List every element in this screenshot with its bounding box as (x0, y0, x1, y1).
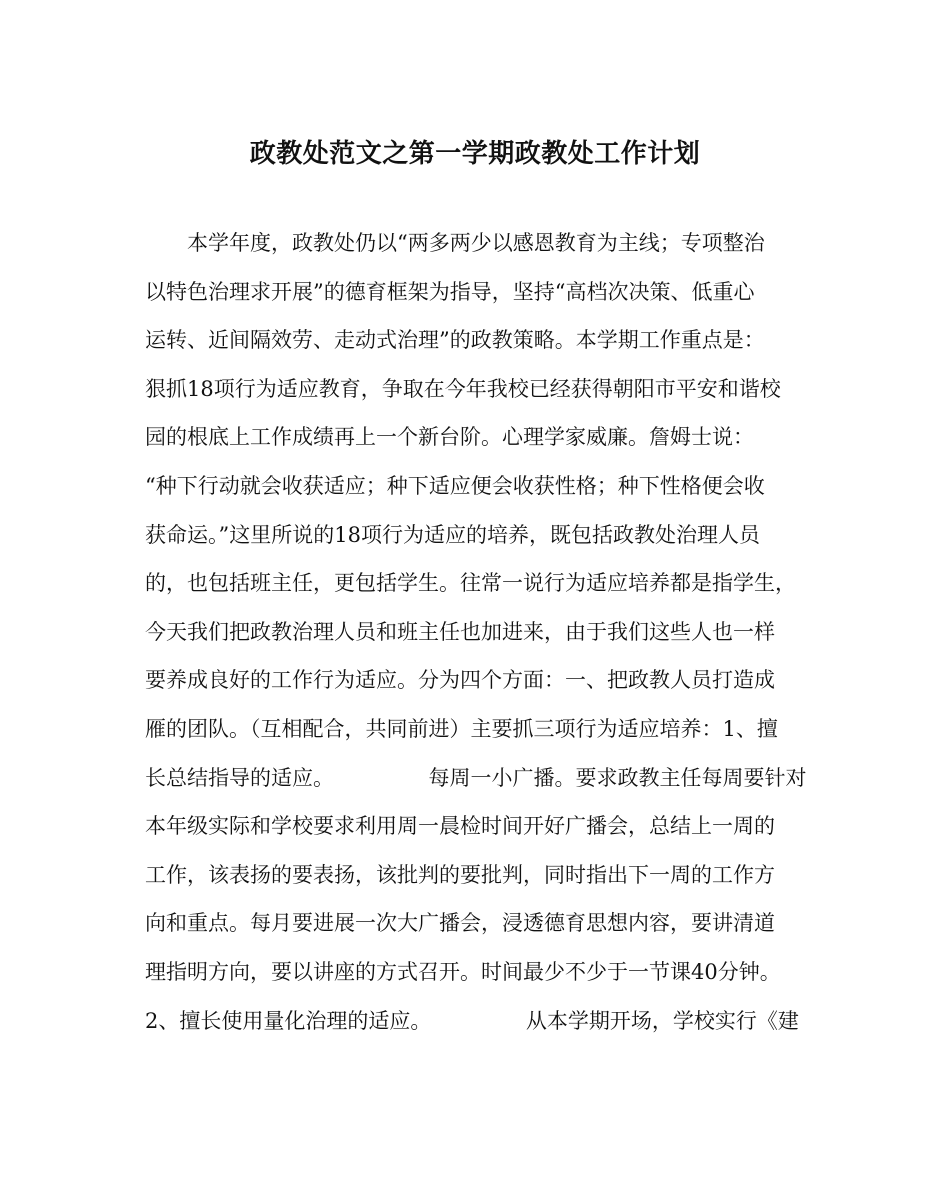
document-body (145, 219, 815, 1045)
body-line: 运转、近间隔效劳、走动式治理”的政教策略。本学期工作重点是： (145, 328, 765, 353)
body-line: 理指明方向，要以讲座的方式召开。时间最少不少于一节课40分钟。 (145, 959, 781, 984)
body-line: 本学年度，政教处仍以“两多两少以感恩教育为主线；专项整治 (145, 231, 765, 255)
body-line: 今天我们把政教治理人员和班主任也加进来，由于我们这些人也一样 (145, 619, 775, 644)
body-line: 工作，该表扬的要表扬，该批判的要批判，同时指出下一周的工作方 (145, 862, 775, 887)
body-line: 向和重点。每月要进展一次大广播会，浸透德育思想内容，要讲清道 (145, 911, 775, 936)
body-line: “种下行动就会收获适应；种下适应便会收获性格；种下性格便会收 (145, 473, 765, 498)
body-line: 本年级实际和学校要求利用周一晨检时间开好广播会，总结上一周的 (145, 814, 775, 839)
document-title: 政教处范文之第一学期政教处工作计划 (249, 139, 701, 169)
body-line: 要养成良好的工作行为适应。分为四个方面：一、把政教人员打造成 (145, 668, 775, 693)
body-line: 狠抓18项行为适应教育，争取在今年我校已经获得朝阳市平安和谐校 (145, 376, 781, 401)
body-line: 园的根底上工作成绩再上一个新台阶。心理学家威廉。詹姆士说： (145, 425, 754, 450)
body-line: 获命运。”这里所说的18项行为适应的培养，既包括政教处治理人员 (145, 522, 760, 547)
body-line: 雁的团队。（互相配合，共同前进）主要抓三项行为适应培养：1、擅 (145, 716, 778, 741)
body-line: 以特色治理求开展”的德育框架为指导，坚持“高档次决策、低重心 (145, 279, 755, 304)
body-line: 的，也包括班主任，更包括学生。往常一说行为适应培养都是指学生， (145, 571, 796, 596)
body-line: 长总结指导的适应。 每周一小广播。要求政教主任每周要针对 (145, 765, 807, 790)
body-line: 2、擅长使用量化治理的适应。 从本学期开场，学校实行《建 (145, 1008, 799, 1033)
